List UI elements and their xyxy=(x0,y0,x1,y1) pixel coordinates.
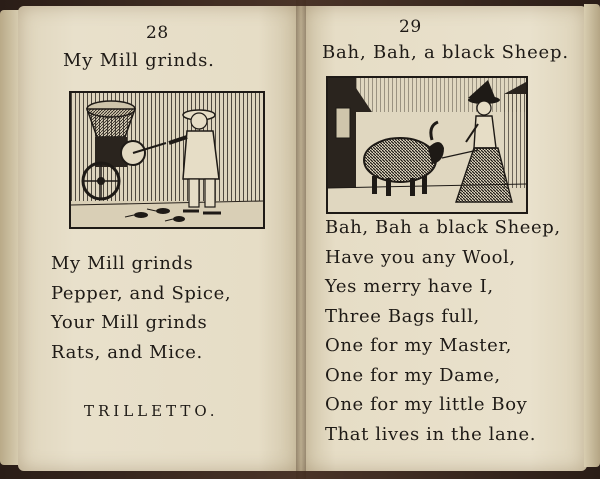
right-verse xyxy=(325,213,561,449)
verse-line: My Mill grinds xyxy=(51,253,194,274)
left-page xyxy=(18,6,301,471)
verse-line: Have you any Wool, xyxy=(325,246,516,268)
verse-line: One for my little Boy xyxy=(325,394,528,415)
verse-line: One for my Dame, xyxy=(325,364,501,386)
verse-line: Yes merry have I, xyxy=(325,276,494,297)
verse-line: Bah, Bah a black Sheep, xyxy=(325,217,561,238)
book-gutter xyxy=(296,0,306,479)
verse-line: That lives in the lane. xyxy=(325,423,537,445)
verse-line: Three Bags full, xyxy=(325,305,480,327)
right-page xyxy=(301,6,587,471)
verse-line: Pepper, and Spice, xyxy=(51,282,232,304)
right-page-edges xyxy=(584,4,600,467)
page-number-left: 28 xyxy=(146,23,169,43)
black-sheep-woodcut-illustration xyxy=(326,76,528,214)
verse-line: Rats, and Mice. xyxy=(51,341,203,363)
left-page-heading: My Mill grinds. xyxy=(63,50,215,71)
verse-line: One for my Master, xyxy=(325,335,512,356)
mill-woodcut-illustration xyxy=(69,91,265,229)
right-page-heading: Bah, Bah, a black Sheep. xyxy=(322,42,569,63)
left-verse xyxy=(51,249,231,367)
page-number-right: 29 xyxy=(399,17,422,37)
left-page-footer: TRILLETTO. xyxy=(84,402,219,420)
verse-line: Your Mill grinds xyxy=(51,312,208,333)
